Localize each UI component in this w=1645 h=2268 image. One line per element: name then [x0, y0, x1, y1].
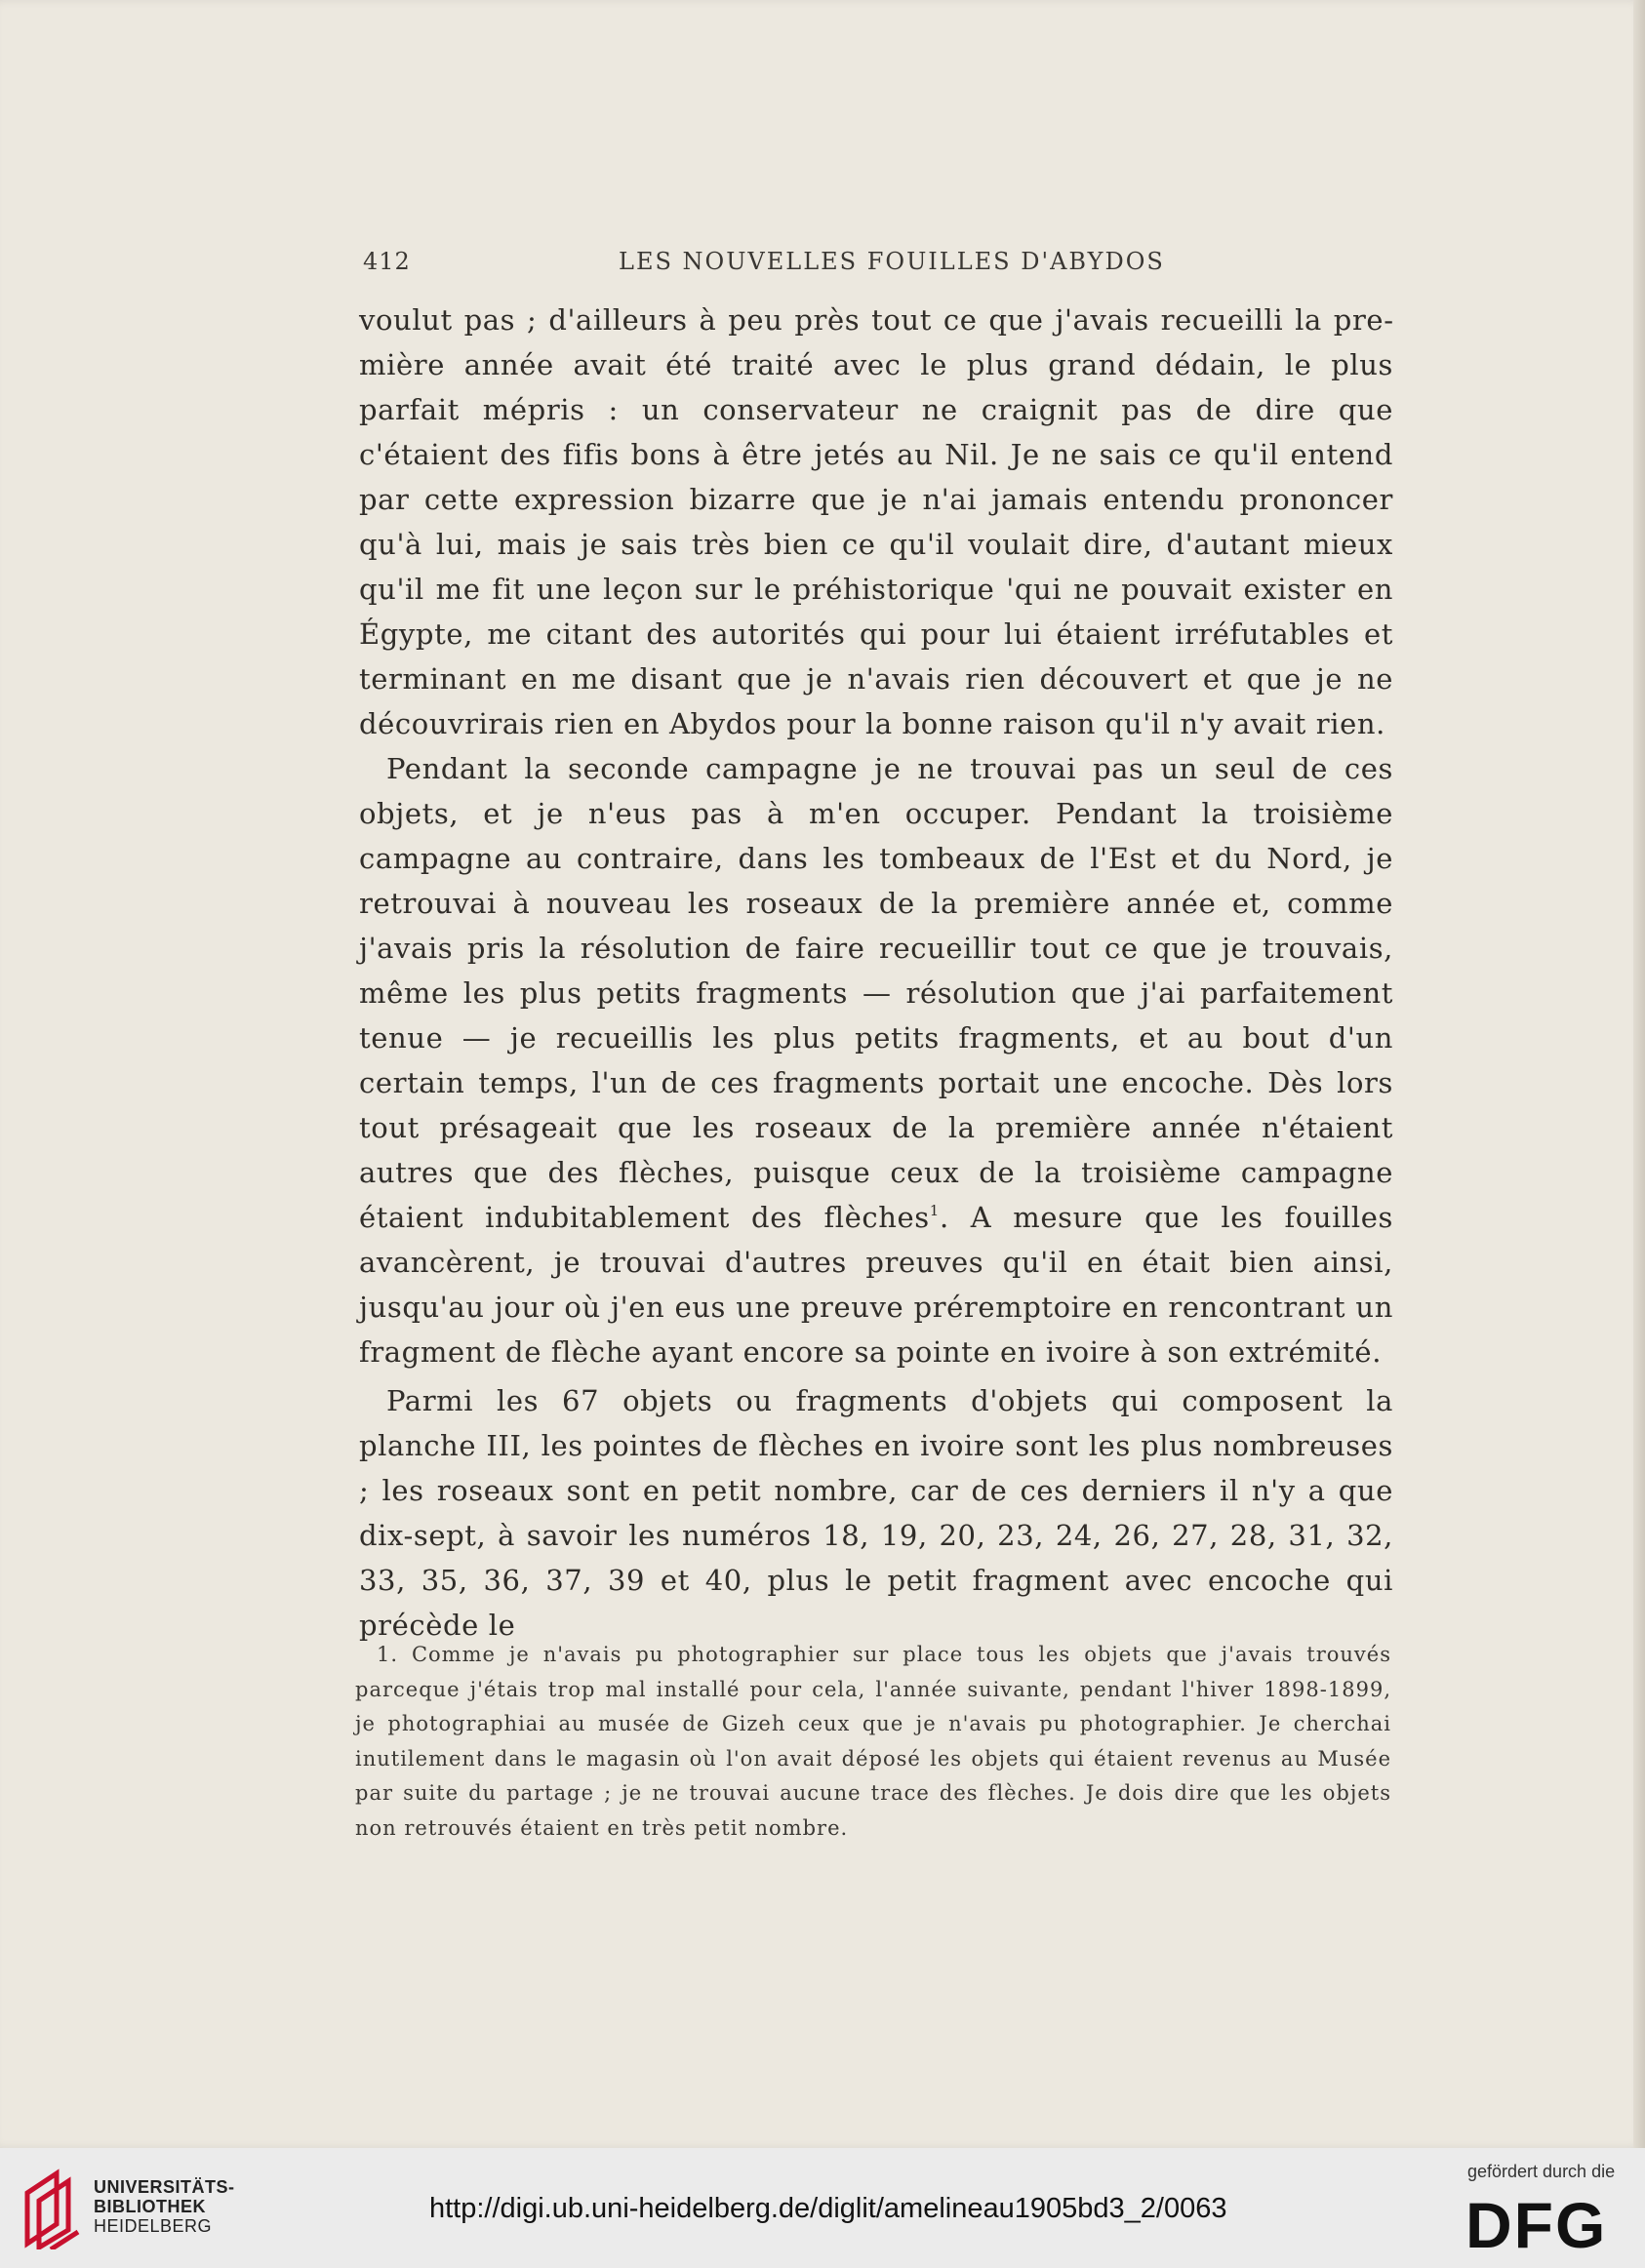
library-name: [94, 2177, 235, 2236]
footnote-reference: 1: [929, 1202, 940, 1219]
dfg-logo: DFG: [1465, 2189, 1608, 2261]
paragraph-2-text: Pendant la seconde campagne je ne trouvai pas un seul de ces objets, et je n'eus pas à m'en occuper. Pendant la troisième campagne au contraire, dans les tombeaux de l'Est et du Nord, je retrouvai à nouveau les roseaux de la première année et, comme j'avais pris la résolution de faire recueillir tout ce que je trouvais, même les plus petits fragments — résolution que j'ai parfaitement tenue — je recueillis les plus petits fragments, et au bout d'un certain temps, l'un de ces fragments portait une encoche. Dès lors tout présageait que les roseaux de la première année n'étaient autres que des flèches, puisque ceux de la troisième campagne étaient indubitablement des flèches: [359, 752, 1393, 1234]
paragraph-1: voulut pas ; d'ailleurs à peu près tout ce que j'avais recueilli la première année avait été traité avec le plus grand dédain, le plus parfait mépris : un conservateur ne craignit pas de dire que c'étaient des fifis bons à être jetés au Nil. Je ne sais ce qu'il entend par cette expression bizarre que je n'ai jamais entendu prononcer qu'à lui, mais je sais très bien ce qu'il voulait dire, d'autant mieux qu'il me fit une leçon sur le préhistorique 'qui ne pouvait exister en Égypte, me citant des autorités qui pour lui étaient irréfutables et terminant en me disant que je n'avais rien découvert et que je ne découvrirais rien en Abydos pour la bonne raison qu'il n'y avait rien.: [359, 303, 1393, 740]
library-name-line-3: HEIDELBERG: [94, 2216, 213, 2236]
running-title: LES NOUVELLES FOUILLES D'ABYDOS: [619, 248, 1165, 275]
permalink-url[interactable]: http://digi.ub.uni-heidelberg.de/diglit/amelineau1905bd3_2/0063: [429, 2193, 1227, 2224]
university-library-logo-icon: [18, 2168, 86, 2249]
page-number: 412: [363, 248, 411, 275]
library-name-line-1: UNIVERSITÄTS-: [94, 2177, 235, 2197]
footnote-1: 1. Comme je n'avais pu photographier sur place tous les objets que j'avais trouvés parceque j'étais trop mal installé pour cela, l'année suivante, pendant l'hiver 1898-1899, je photographiai au musée de Gizeh ceux que je n'avais pu photographier. Je cherchai inutilement dans le magasin où l'on avait déposé les objets qui étaient revenus au Musée par suite du partage ; je ne trouvai aucune trace des flèches. Je dois dire que les objets non retrouvés étaient en très petit nombre.: [355, 1643, 1391, 1840]
footnotes: [355, 1638, 1391, 1846]
page-edge-shadow: [1633, 0, 1645, 2148]
paragraph-2-continuation: . A mesure que les fouilles avancèrent, je trouvai d'autres preuves qu'il en était bien ainsi, jusqu'au jour où j'en eus une preuve préremptoire en rencontrant un fragment de flèche ayant encore sa pointe en ivoire à son extrémité.: [359, 1201, 1393, 1369]
paragraph-3: Parmi les 67 objets ou fragments d'objets qui composent la planche III, les pointes de flèches en ivoire sont les plus nombreuses ; les roseaux sont en petit nombre, car de ces derniers il n'y a que dix-sept, à savoir les numéros 18, 19, 20, 23, 24, 26, 27, 28, 31, 32, 33, 35, 36, 37, 39 et 40, plus le petit fragment avec encoche qui précède le: [359, 1384, 1393, 1642]
viewer-footer: [0, 2148, 1645, 2268]
body-text: [359, 298, 1393, 1648]
paragraph-2: [359, 746, 1393, 1374]
library-name-line-2: BIBLIOTHEK: [94, 2197, 206, 2216]
funding-caption: gefördert durch die: [1467, 2162, 1616, 2181]
